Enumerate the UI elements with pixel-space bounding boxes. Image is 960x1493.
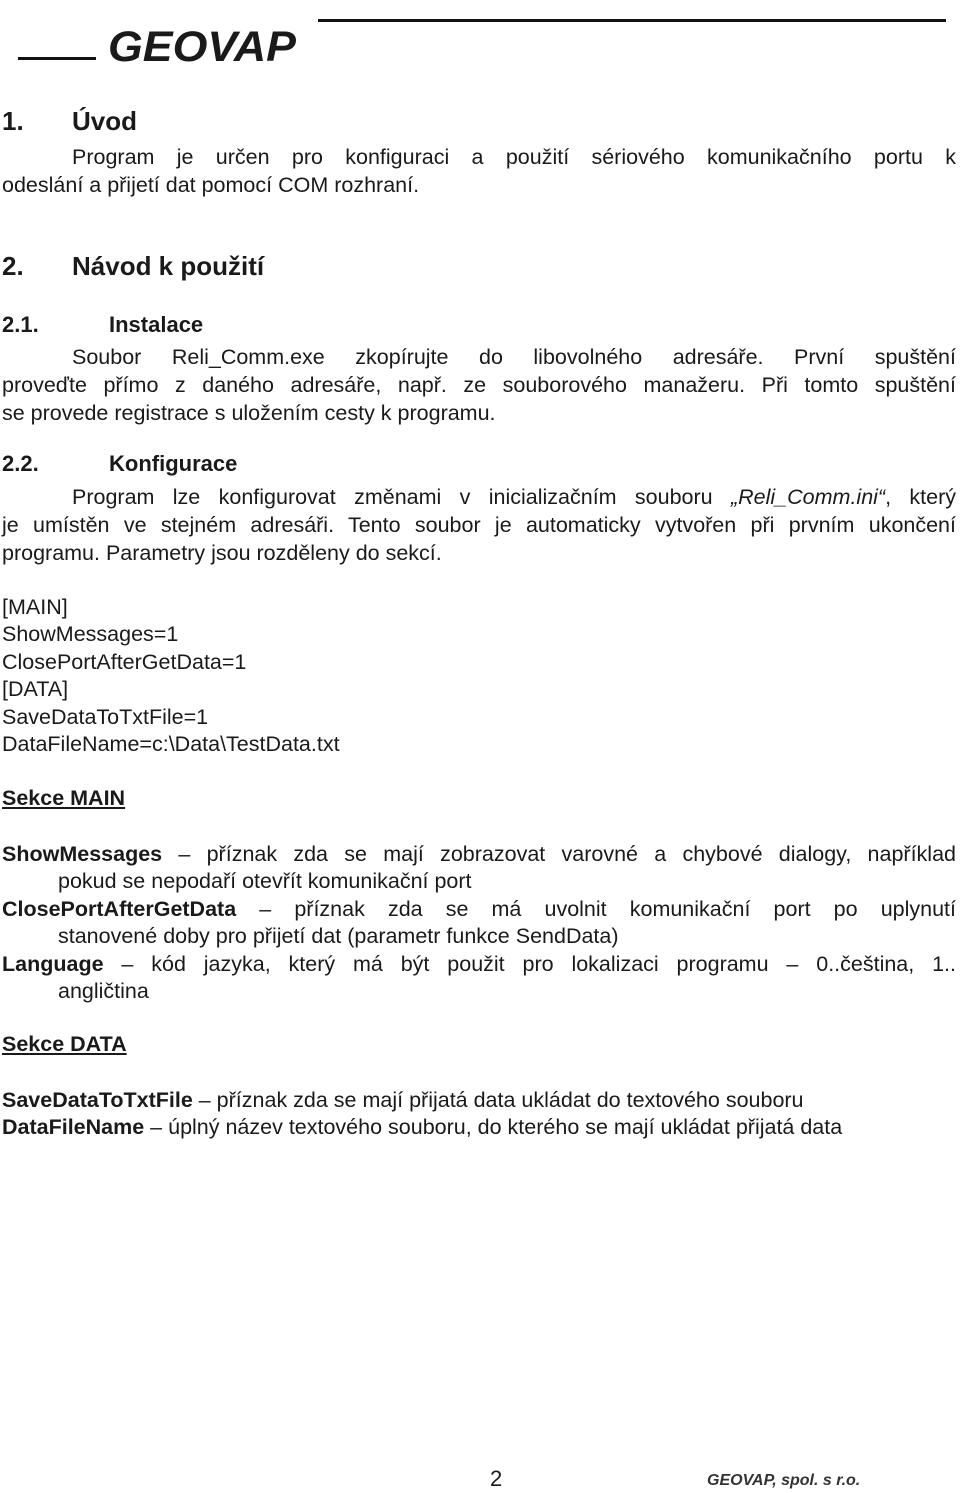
definition-line (2, 896, 956, 923)
ini-listing (2, 594, 340, 758)
section-2-1-line-3: se provede registrace s uložením cesty k programu. (2, 401, 496, 425)
definition-line (2, 951, 956, 978)
section-1-line-1: Program je určen pro konfiguraci a použití sériového komunikačního portu k (72, 145, 956, 169)
ini-line: ClosePortAfterGetData=1 (2, 649, 247, 674)
definition-continuation: angličtina (58, 979, 149, 1004)
svg-text:GEOVAP: GEOVAP (108, 23, 297, 67)
section-2-2-line-3: programu. Parametry jsou rozděleny do sekcí. (2, 541, 442, 565)
footer-company: GEOVAP, spol. s r.o. (707, 1472, 861, 1489)
definition-show-messages (2, 841, 956, 896)
definition-save-data (2, 1087, 956, 1114)
definition-text: – příznak zda se mají zobrazovat varovné a chybové dialogy, například (178, 842, 956, 866)
main-section-title: Sekce MAIN (2, 786, 126, 810)
header-rule-right (318, 19, 946, 22)
section-1-title: Úvod (72, 106, 137, 136)
definition-term: SaveDataToTxtFile (2, 1088, 193, 1112)
section-2-1-title: Instalace (109, 312, 204, 337)
ini-file-name: „Reli_Comm.ini“ (730, 485, 886, 509)
definition-language (2, 951, 956, 1006)
section-2-2-title: Konfigurace (109, 451, 238, 476)
header-rule-left (18, 57, 96, 60)
definition-term: ShowMessages (2, 842, 163, 866)
ini-line: DataFileName=c:\Data\TestData.txt (2, 731, 340, 756)
section-2-1-number: 2.1. (2, 312, 39, 337)
definition-text: – úplný název textového souboru, do kterého se mají ukládat přijatá data (144, 1115, 843, 1139)
definition-term: ClosePortAfterGetData (2, 897, 237, 921)
section-2-2-number: 2.2. (2, 451, 39, 476)
section-1-number: 1. (2, 106, 24, 136)
definition-close-port (2, 896, 956, 951)
geovap-logo (106, 23, 298, 67)
section-2-2-line-1-tail: , který (885, 485, 957, 509)
section-2-1-line-1: Soubor Reli_Comm.exe zkopírujte do libovolného adresáře. První spuštění (72, 345, 956, 369)
section-2-number: 2. (2, 251, 24, 281)
section-2-2-line-2: je umístěn ve stejném adresáři. Tento soubor je automaticky vytvořen při prvním ukončení (2, 513, 956, 537)
definition-text: – kód jazyka, který má být použit pro lokalizaci programu – 0..čeština, 1.. (121, 952, 957, 976)
section-2-2-line-1-text: Program lze konfigurovat změnami v inicializačním souboru (72, 485, 731, 509)
definition-continuation: stanovené doby pro přijetí dat (parametr funkce SendData) (58, 924, 619, 949)
ini-line: SaveDataToTxtFile=1 (2, 704, 209, 729)
section-1-line-2: odeslání a přijetí dat pomocí COM rozhraní. (2, 173, 420, 197)
definition-line (2, 841, 956, 868)
section-2-1-line-2: proveďte přímo z daného adresáře, např. ze souborového manažeru. Při tomto spuštění (2, 373, 956, 397)
definition-line (2, 1114, 956, 1141)
data-section-title: Sekce DATA (2, 1032, 127, 1056)
definition-text: – příznak zda se má uvolnit komunikační port po uplynutí (259, 897, 956, 921)
definition-data-file-name (2, 1114, 956, 1141)
page-number: 2 (490, 1466, 503, 1491)
section-2-2-line-1 (72, 484, 956, 512)
definition-continuation: pokud se nepodaří otevřít komunikační port (58, 869, 472, 894)
definition-text: – příznak zda se mají přijatá data ukládat do textového souboru (192, 1088, 804, 1112)
ini-line: ShowMessages=1 (2, 622, 179, 647)
ini-line: [DATA] (2, 677, 69, 702)
definition-line (2, 1087, 956, 1114)
definition-term: Language (2, 952, 104, 976)
ini-line: [MAIN] (2, 595, 68, 619)
definition-term: DataFileName (2, 1115, 145, 1139)
section-2-title: Návod k použití (72, 251, 265, 281)
